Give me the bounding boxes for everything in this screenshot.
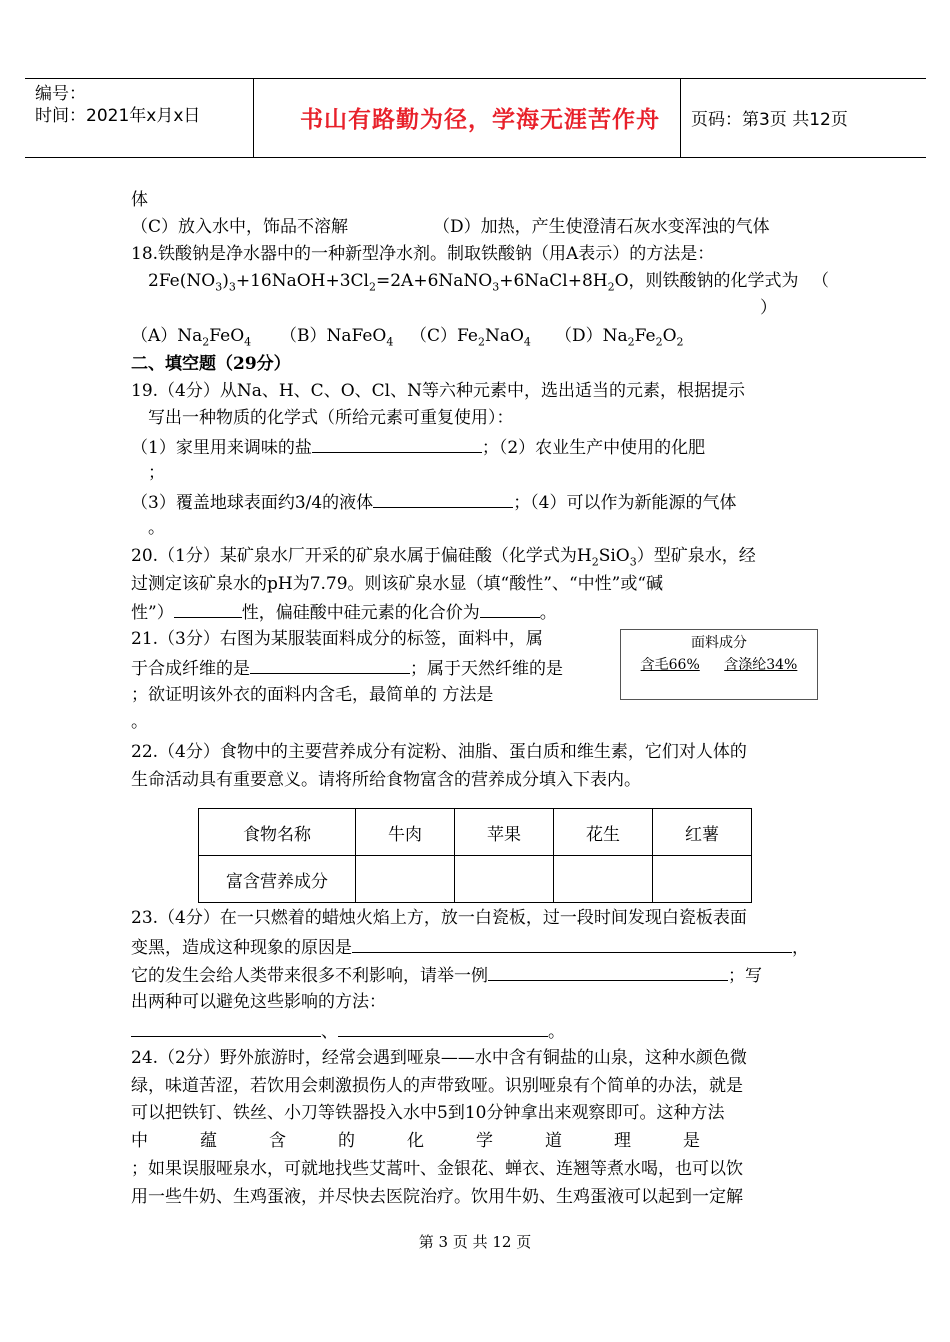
- answer-bracket-close: ）: [760, 298, 777, 318]
- table-header-cell: 食物名称: [199, 809, 356, 856]
- answer-cell[interactable]: [653, 856, 752, 903]
- question-20-cont: 过测定该矿泉水的pH为7.79。则该矿泉水显（填“酸性”、“中性”或“碱: [131, 574, 664, 594]
- question-24-cont: 中蕴含的化学道理是: [131, 1131, 752, 1151]
- question-21: 21.（3分）右图为某服装面料成分的标签，面料中，属: [131, 629, 543, 649]
- question-23-blanks: 、 。: [131, 1019, 565, 1043]
- q19-tail: 。: [148, 518, 165, 538]
- question-23: 23.（4分）在一只燃着的蜡烛火焰上方，放一白瓷板，过一段时间发现白瓷板表面: [131, 908, 747, 928]
- q19-blank-3: （3）覆盖地球表面约3/4的液体 ；（4）可以作为新能源的气体: [131, 490, 737, 514]
- header-divider: [680, 79, 681, 157]
- answer-bracket-open: （: [812, 271, 829, 291]
- header-divider: [253, 79, 254, 157]
- question-24-cont: 用一些牛奶、生鸡蛋液，并尽快去医院治疗。饮用牛奶、生鸡蛋液可以起到一定解: [131, 1187, 743, 1207]
- q19-blank-1: （1）家里用来调味的盐 ；（2）农业生产中使用的化肥: [131, 435, 705, 459]
- choice-c: $(C)Fe_2NaO_4$: [410, 326, 531, 349]
- table-header-cell: 牛肉: [356, 809, 455, 856]
- option-c: （C）放入水中，饰品不溶解: [131, 217, 349, 237]
- question-21-cont: ；欲证明该外衣的面料内含毛，最简单的 方法是: [131, 685, 494, 705]
- header-meta: [35, 83, 200, 127]
- answer-cell[interactable]: [356, 856, 455, 903]
- table-header-cell: 花生: [554, 809, 653, 856]
- page-footer: 第 3 页 共 12 页: [418, 1233, 532, 1251]
- chemical-equation: $2Fe(NO_3)_3+16NaOH+3Cl_2=2A+6NaNO_3+6NaCl+8H_2O$，则铁酸钠的化学式为: [148, 271, 799, 294]
- fabric-label-title: 面料成分: [691, 635, 747, 651]
- choice-a: $(A)Na_2FeO_4$: [131, 326, 252, 349]
- question-19-cont: 写出一种物质的化学式（所给元素可重复使用）：: [148, 408, 514, 428]
- question-24: 24.（2分）野外旅游时，经常会遇到哑泉——水中含有铜盐的山泉，这种水颜色微: [131, 1048, 747, 1068]
- question-21-cont: 于合成纤维的是 ；属于天然纤维的是: [131, 656, 563, 680]
- question-20-blanks: 性”） 性，偏硅酸中硅元素的化合价为 。: [131, 600, 557, 624]
- question-20: 20.（1分）某矿泉水厂开采的矿泉水属于偏硅酸（化学式为$H_2SiO_3$）型矿泉水，经: [131, 546, 756, 569]
- question-24-cont: 可以把铁钉、铁丝、小刀等铁器投入水中5到10分钟拿出来观察即可。这种方法: [131, 1103, 725, 1123]
- time-label: 时间：2021年x月x日: [35, 106, 201, 126]
- question-22: 22.（4分）食物中的主要营养成分有淀粉、油脂、蛋白质和维生素，它们对人体的: [131, 742, 747, 762]
- table-row: [199, 856, 752, 903]
- answer-cell[interactable]: [455, 856, 554, 903]
- fabric-label-box: [620, 629, 818, 700]
- question-23-cont: 出两种可以避免这些影响的方法：: [131, 992, 386, 1012]
- header-motto: 书山有路勤为径，学海无涯苦作舟: [300, 107, 660, 133]
- question-24-cont: 绿，味道苦涩，若饮用会刺激损伤人的声带致哑。识别哑泉有个简单的办法，就是: [131, 1076, 743, 1096]
- section-title: 二、填空题（29分）: [131, 354, 291, 374]
- fabric-wool: 含毛66%: [640, 657, 700, 673]
- question-23-cont: 它的发生会给人类带来很多不利影响，请举一例 ；写: [131, 963, 762, 987]
- table-header-cell: 红薯: [653, 809, 752, 856]
- option-d: （D）加热，产生使澄清石灰水变浑浊的气体: [433, 217, 770, 237]
- text-line: 体: [131, 190, 148, 210]
- question-21-end: 。: [131, 712, 148, 732]
- table-row-label: 富含营养成分: [199, 856, 356, 903]
- nutrition-table: [198, 808, 752, 903]
- question-19: 19.（4分）从Na、H、C、O、Cl、N等六种元素中，选出适当的元素，根据提示: [131, 381, 745, 401]
- choice-b: （B）NaFeO$_4$: [280, 326, 394, 349]
- choice-d: $(D)Na_2Fe_2O_2$: [555, 326, 684, 349]
- question-22-cont: 生命活动具有重要意义。请将所给食物富含的营养成分填入下表内。: [131, 770, 641, 790]
- page-indicator: 页码：第3页 共12页: [691, 110, 848, 130]
- q19-tail: ；: [148, 463, 165, 483]
- table-row: [199, 809, 752, 856]
- question-24-cont: ；如果误服哑泉水，可就地找些艾蒿叶、金银花、蝉衣、连翘等煮水喝，也可以饮: [131, 1159, 743, 1179]
- fabric-polyester: 含涤纶34%: [724, 657, 798, 673]
- table-header-cell: 苹果: [455, 809, 554, 856]
- page-header: [25, 78, 926, 158]
- question-23-cont: 变黑，造成这种现象的原因是 ，: [131, 935, 809, 959]
- serial-label: 编号：: [35, 84, 86, 104]
- answer-cell[interactable]: [554, 856, 653, 903]
- question-18: 18.铁酸钠是净水器中的一种新型净水剂。制取铁酸钠（用A表示）的方法是：: [131, 244, 715, 264]
